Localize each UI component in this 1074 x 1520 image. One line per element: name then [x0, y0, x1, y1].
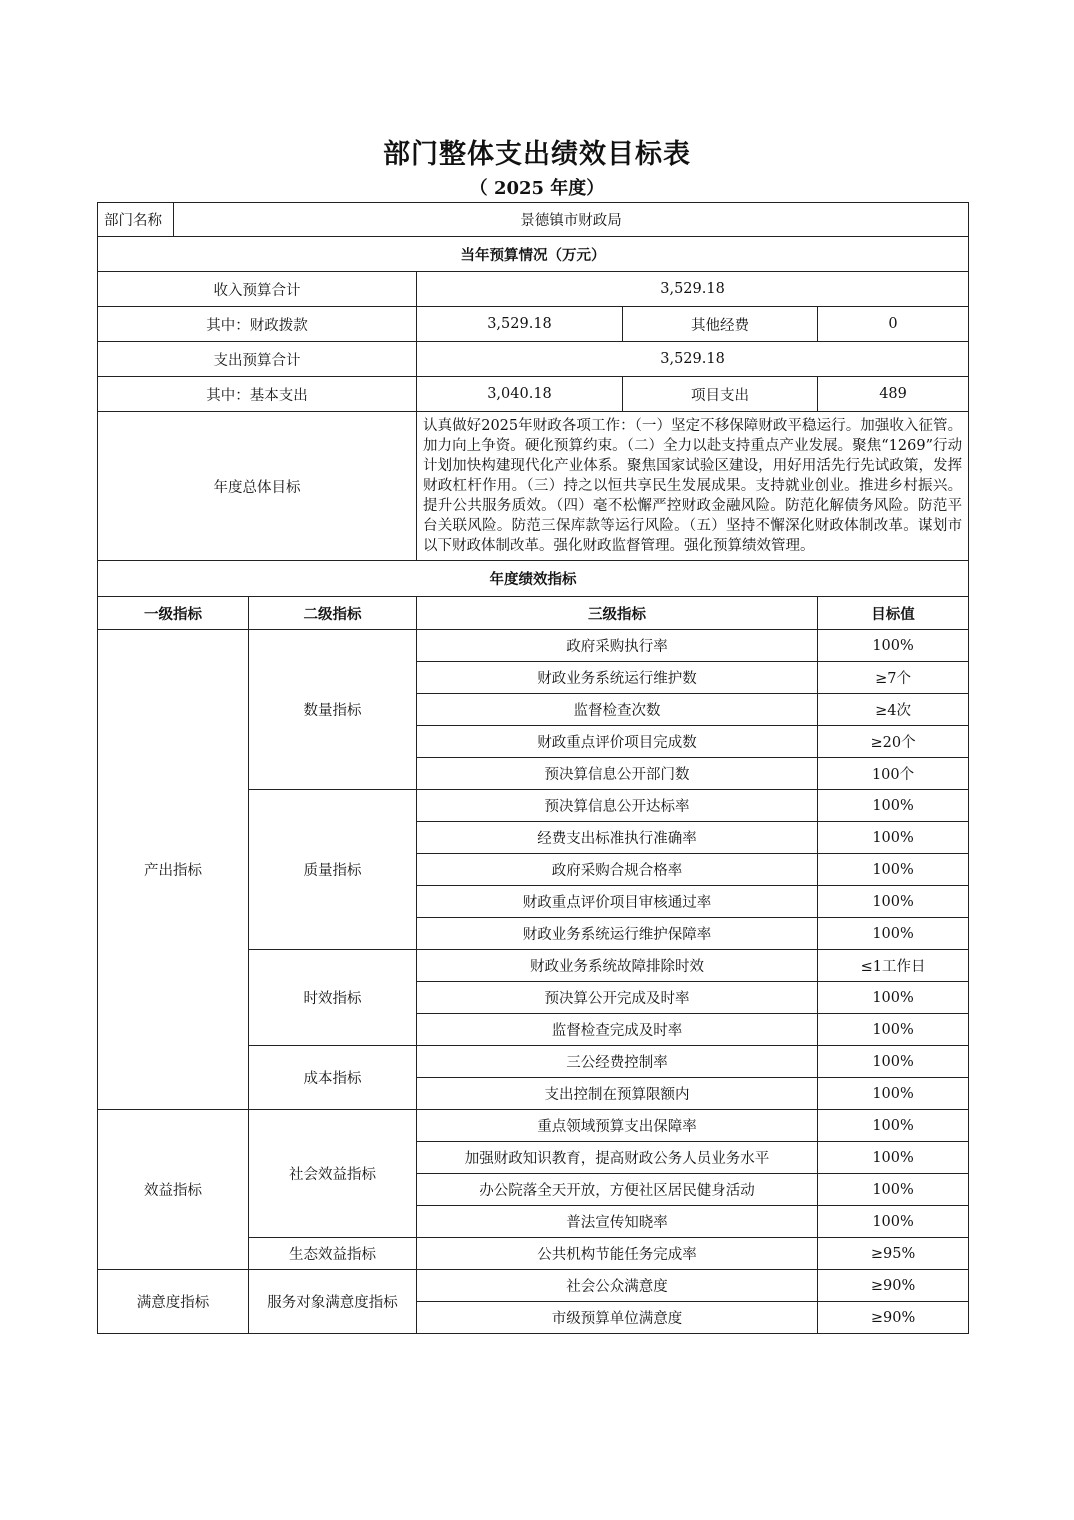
level2-timeliness: 时效指标 — [249, 950, 417, 1046]
level2-social-benefit: 社会效益指标 — [249, 1110, 417, 1238]
indicator-name: 预决算信息公开达标率 — [417, 790, 818, 822]
indicator-target: ≥4次 — [818, 694, 969, 726]
indicator-name: 支出控制在预算限额内 — [417, 1078, 818, 1110]
indicator-target: 100% — [818, 854, 969, 886]
level1-satisfaction: 满意度指标 — [98, 1270, 249, 1334]
project-expense-value: 489 — [818, 377, 969, 412]
indicator-name: 财政业务系统运行维护数 — [417, 662, 818, 694]
indicator-name: 三公经费控制率 — [417, 1046, 818, 1078]
indicator-name: 市级预算单位满意度 — [417, 1302, 818, 1334]
indicator-name: 公共机构节能任务完成率 — [417, 1238, 818, 1270]
indicator-name: 政府采购执行率 — [417, 630, 818, 662]
indicator-target: 100% — [818, 982, 969, 1014]
level2-quality: 质量指标 — [249, 790, 417, 950]
indicator-name: 政府采购合规合格率 — [417, 854, 818, 886]
dept-value: 景德镇市财政局 — [174, 203, 969, 237]
dept-label: 部门名称 — [98, 203, 174, 237]
indicator-name: 普法宣传知晓率 — [417, 1206, 818, 1238]
indicator-target: 100个 — [818, 758, 969, 790]
expense-total-value: 3,529.18 — [417, 342, 969, 377]
indicator-name: 预决算信息公开部门数 — [417, 758, 818, 790]
page-subtitle: （ 2025 年度） — [469, 178, 605, 199]
indicator-target: ≥95% — [818, 1238, 969, 1270]
income-total-value: 3,529.18 — [417, 272, 969, 307]
annual-goal-text: 认真做好2025年财政各项工作：（一）坚定不移保障财政平稳运行。加强收入征管。加力向上争资。硬化预算约束。（二）全力以赴支持重点产业发展。聚焦“1269”行动计划加快构建现代化产业体系。聚焦国家试验区建设，用好用活先行先试政策，发挥财政杠杆作用。（三）持之以恒共享民生发展成果。支持就业创业。推进乡村振兴。提升公共服务质效。（四）毫不松懈严控财政金融风险。防范化解债务风险。防范平台关联风险。防范三保库款等运行风险。（五）坚持不懈深化财政体制改革。谋划市以下财政体制改革。强化财政监督管理。强化预算绩效管理。 — [417, 412, 969, 561]
indicator-target: 100% — [818, 1014, 969, 1046]
indicator-target: 100% — [818, 790, 969, 822]
indicator-name: 监督检查次数 — [417, 694, 818, 726]
level1-benefit: 效益指标 — [98, 1110, 249, 1270]
indicator-name: 监督检查完成及时率 — [417, 1014, 818, 1046]
header-level3: 三级指标 — [417, 597, 818, 630]
expense-total-label: 支出预算合计 — [98, 342, 417, 377]
other-funds-value: 0 — [818, 307, 969, 342]
indicator-name: 财政重点评价项目完成数 — [417, 726, 818, 758]
indicator-name: 重点领域预算支出保障率 — [417, 1110, 818, 1142]
page-title: 部门整体支出绩效目标表 — [383, 139, 691, 170]
indicator-target: 100% — [818, 1110, 969, 1142]
project-expense-label: 项目支出 — [623, 377, 818, 412]
fiscal-alloc-label: 其中：财政拨款 — [98, 307, 417, 342]
indicator-target: 100% — [818, 918, 969, 950]
indicator-target: 100% — [818, 1206, 969, 1238]
fiscal-alloc-value: 3,529.18 — [417, 307, 623, 342]
indicator-target: ≥90% — [818, 1302, 969, 1334]
annual-goal-label: 年度总体目标 — [98, 412, 417, 561]
indicator-target: 100% — [818, 1046, 969, 1078]
indicator-name: 办公院落全天开放，方便社区居民健身活动 — [417, 1174, 818, 1206]
header-level1: 一级指标 — [98, 597, 249, 630]
level1-output: 产出指标 — [98, 630, 249, 1110]
budget-section-title: 当年预算情况（万元） — [98, 237, 969, 272]
indicator-target: ≤1工作日 — [818, 950, 969, 982]
basic-expense-label: 其中：基本支出 — [98, 377, 417, 412]
indicator-target: 100% — [818, 1078, 969, 1110]
level2-cost: 成本指标 — [249, 1046, 417, 1110]
indicator-name: 社会公众满意度 — [417, 1270, 818, 1302]
indicator-target: ≥90% — [818, 1270, 969, 1302]
indicator-target: ≥20个 — [818, 726, 969, 758]
level2-eco-benefit: 生态效益指标 — [249, 1238, 417, 1270]
indicator-target: 100% — [818, 822, 969, 854]
indicator-target: 100% — [818, 1174, 969, 1206]
income-total-label: 收入预算合计 — [98, 272, 417, 307]
indicator-name: 财政业务系统运行维护保障率 — [417, 918, 818, 950]
indicator-target: 100% — [818, 630, 969, 662]
indicator-target: 100% — [818, 886, 969, 918]
indicator-name: 经费支出标准执行准确率 — [417, 822, 818, 854]
performance-table — [97, 236, 969, 1334]
level2-quantity: 数量指标 — [249, 630, 417, 790]
header-target: 目标值 — [818, 597, 969, 630]
level2-service-satisfaction: 服务对象满意度指标 — [249, 1270, 417, 1334]
indicator-name: 预决算公开完成及时率 — [417, 982, 818, 1014]
dept-table — [97, 202, 969, 237]
other-funds-label: 其他经费 — [623, 307, 818, 342]
indicator-target: 100% — [818, 1142, 969, 1174]
indicator-name: 加强财政知识教育，提高财政公务人员业务水平 — [417, 1142, 818, 1174]
indicator-name: 财政重点评价项目审核通过率 — [417, 886, 818, 918]
perf-section-title: 年度绩效指标 — [98, 561, 969, 597]
indicator-name: 财政业务系统故障排除时效 — [417, 950, 818, 982]
indicator-target: ≥7个 — [818, 662, 969, 694]
header-level2: 二级指标 — [249, 597, 417, 630]
basic-expense-value: 3,040.18 — [417, 377, 623, 412]
